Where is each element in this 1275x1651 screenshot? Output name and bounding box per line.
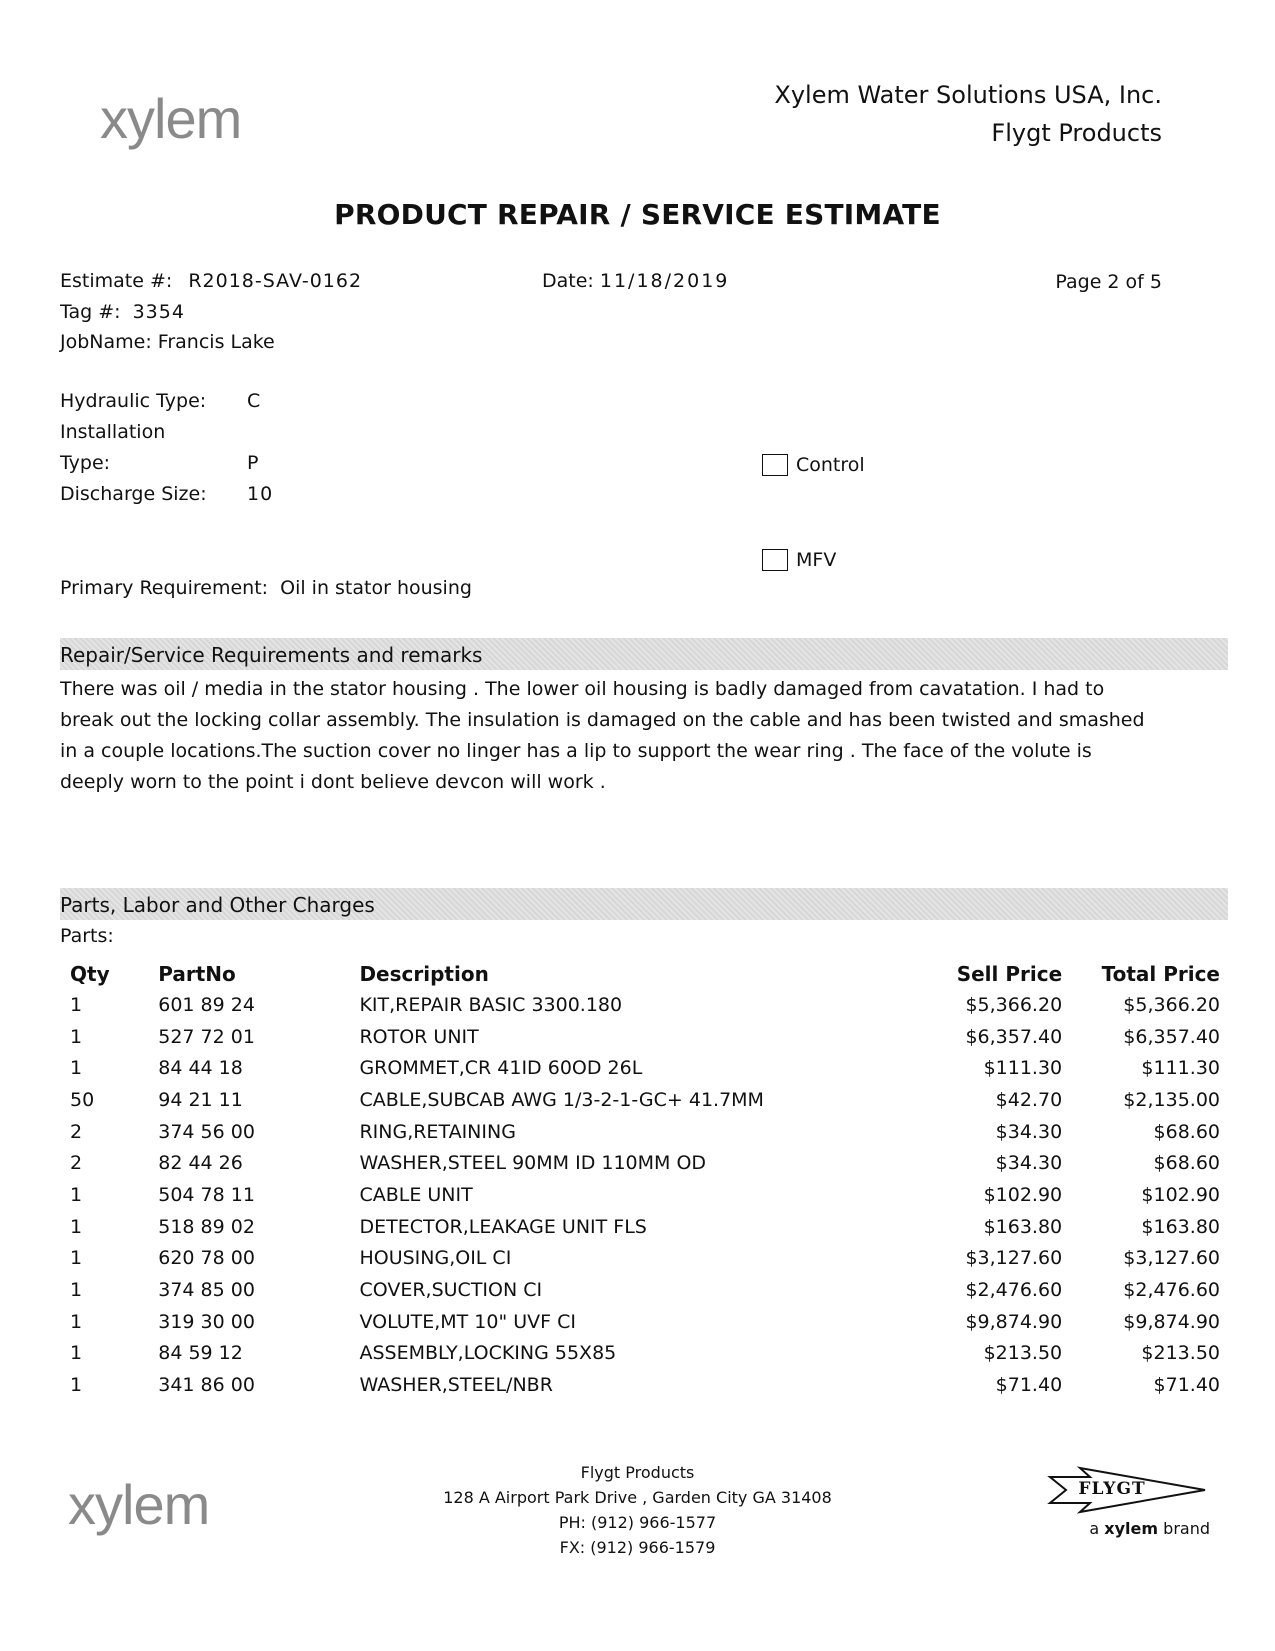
row-description: WASHER,STEEL 90MM ID 110MM OD — [359, 1152, 707, 1175]
col-description: Description — [359, 961, 489, 986]
brand-prefix: a — [1089, 1519, 1100, 1538]
row-description: ROTOR UNIT — [359, 1025, 479, 1048]
row-sell-price: $213.50 — [983, 1342, 1063, 1365]
primary-requirement-label: Primary Requirement: — [60, 577, 269, 599]
row-total-price: $2,476.60 — [1123, 1279, 1220, 1302]
type-label: Type: — [60, 452, 111, 474]
tag-value: 3354 — [132, 301, 185, 323]
row-partno: 527 72 01 — [158, 1025, 255, 1048]
hydraulic-type-label: Hydraulic Type: — [60, 390, 207, 412]
brand-suffix: brand — [1163, 1519, 1210, 1538]
hydraulic-type-value: C — [247, 390, 261, 412]
row-sell-price: $2,476.60 — [965, 1279, 1063, 1302]
jobname-label: JobName: — [60, 331, 152, 353]
table-row — [60, 1211, 1220, 1243]
table-row — [60, 989, 1220, 1021]
tag-row — [60, 301, 185, 323]
row-description: RING,RETAINING — [359, 1120, 516, 1143]
row-sell-price: $6,357.40 — [965, 1025, 1063, 1048]
parts-table-body — [60, 989, 1220, 1401]
parts-table — [60, 958, 1220, 1401]
jobname-value: Francis Lake — [157, 331, 275, 353]
control-label: Control — [796, 454, 865, 476]
row-sell-price: $9,874.90 — [965, 1310, 1063, 1333]
row-qty: 1 — [70, 1279, 83, 1302]
table-row — [60, 1306, 1220, 1338]
row-total-price: $71.40 — [1153, 1374, 1220, 1397]
remarks-line: break out the locking collar assembly. The insulation is damaged on the cable and has been twisted and smashed — [60, 709, 1145, 731]
row-sell-price: $102.90 — [983, 1183, 1063, 1206]
jobname-row — [60, 331, 275, 353]
date-value: 11/18/2019 — [599, 270, 730, 292]
row-qty: 1 — [70, 1342, 83, 1365]
col-partno: PartNo — [158, 961, 236, 986]
flygt-brand-mark — [1040, 1465, 1210, 1545]
row-sell-price: $163.80 — [983, 1215, 1063, 1238]
row-description: COVER,SUCTION CI — [359, 1279, 543, 1302]
row-total-price: $3,127.60 — [1123, 1247, 1220, 1270]
row-qty: 1 — [70, 1183, 83, 1206]
row-description: HOUSING,OIL CI — [359, 1247, 512, 1270]
row-qty: 1 — [70, 1057, 83, 1080]
tag-label: Tag #: — [60, 301, 121, 323]
footer-company: Flygt Products — [580, 1463, 695, 1482]
table-row — [60, 1179, 1220, 1211]
row-partno: 84 44 18 — [158, 1057, 243, 1080]
charges-heading: Parts, Labor and Other Charges — [60, 893, 375, 917]
primary-requirement-row — [60, 577, 472, 599]
row-total-price: $68.60 — [1153, 1120, 1220, 1143]
row-description: DETECTOR,LEAKAGE UNIT FLS — [359, 1215, 647, 1238]
row-total-price: $9,874.90 — [1123, 1310, 1220, 1333]
row-total-price: $213.50 — [1141, 1342, 1220, 1365]
row-qty: 50 — [70, 1088, 95, 1111]
company-division: Flygt Products — [991, 119, 1162, 147]
col-total-price: Total Price — [1101, 961, 1220, 986]
remarks-line: deeply worn to the point i dont believe devcon will work . — [60, 771, 606, 793]
company-block — [774, 76, 1162, 152]
estimate-label: Estimate #: — [60, 270, 173, 292]
row-partno: 94 21 11 — [158, 1088, 243, 1111]
row-partno: 374 56 00 — [158, 1120, 255, 1143]
table-row — [60, 1243, 1220, 1275]
table-row — [60, 1052, 1220, 1084]
row-total-price: $163.80 — [1141, 1215, 1220, 1238]
row-partno: 319 30 00 — [158, 1310, 255, 1333]
company-name: Xylem Water Solutions USA, Inc. — [774, 81, 1162, 109]
table-row — [60, 1274, 1220, 1306]
parts-label: Parts: — [60, 925, 114, 947]
col-sell-price: Sell Price — [956, 961, 1063, 986]
estimate-value: R2018-SAV-0162 — [188, 270, 363, 292]
row-sell-price: $34.30 — [995, 1120, 1063, 1143]
table-row — [60, 1021, 1220, 1053]
row-sell-price: $34.30 — [995, 1152, 1063, 1175]
row-description: KIT,REPAIR BASIC 3300.180 — [359, 993, 623, 1016]
primary-requirement-value: Oil in stator housing — [280, 577, 472, 599]
row-total-price: $68.60 — [1153, 1152, 1220, 1175]
discharge-size-value: 10 — [247, 483, 274, 505]
row-qty: 2 — [70, 1152, 83, 1175]
row-sell-price: $3,127.60 — [965, 1247, 1063, 1270]
row-description: ASSEMBLY,LOCKING 55X85 — [359, 1342, 617, 1365]
footer-logo-text: xylem — [68, 1473, 210, 1536]
remarks-section-header — [60, 638, 1228, 670]
remarks-text — [60, 674, 1210, 798]
footer-phone: PH: (912) 966-1577 — [558, 1513, 717, 1532]
estimate-number-row — [60, 270, 362, 292]
row-description: VOLUTE,MT 10" UVF CI — [359, 1310, 577, 1333]
date-label: Date: — [542, 270, 594, 292]
row-description: WASHER,STEEL/NBR — [359, 1374, 553, 1397]
mfv-label: MFV — [796, 549, 837, 571]
row-partno: 601 89 24 — [158, 993, 255, 1016]
type-value: P — [247, 452, 259, 474]
row-qty: 1 — [70, 1025, 83, 1048]
row-description: CABLE UNIT — [359, 1183, 473, 1206]
table-row — [60, 1369, 1220, 1401]
row-total-price: $111.30 — [1141, 1057, 1220, 1080]
table-row — [60, 1338, 1220, 1370]
page-number: Page 2 of 5 — [1055, 271, 1162, 293]
row-sell-price: $42.70 — [995, 1088, 1063, 1111]
row-total-price: $2,135.00 — [1123, 1088, 1220, 1111]
brand-tagline — [1089, 1519, 1210, 1538]
date-row — [542, 270, 729, 292]
row-qty: 2 — [70, 1120, 83, 1143]
brand-name: xylem — [1104, 1519, 1159, 1538]
footer-fax: FX: (912) 966-1579 — [559, 1538, 716, 1557]
row-partno: 374 85 00 — [158, 1279, 255, 1302]
row-total-price: $5,366.20 — [1123, 993, 1220, 1016]
table-row — [60, 1084, 1220, 1116]
remarks-line: There was oil / media in the stator housing . The lower oil housing is badly damaged from cavatation. I had to — [60, 678, 1105, 700]
control-checkbox[interactable] — [762, 454, 788, 476]
remarks-heading: Repair/Service Requirements and remarks — [60, 643, 483, 667]
table-row — [60, 1116, 1220, 1148]
row-qty: 1 — [70, 1374, 83, 1397]
row-qty: 1 — [70, 993, 83, 1016]
footer-address: 128 A Airport Park Drive , Garden City GA 31408 — [443, 1488, 832, 1507]
row-sell-price: $71.40 — [995, 1374, 1063, 1397]
xylem-logo — [100, 86, 241, 151]
remarks-line: in a couple locations.The suction cover no linger has a lip to support the wear ring . The face of the volute is — [60, 740, 1092, 762]
xylem-logo-text: xylem — [100, 87, 242, 150]
row-description: CABLE,SUBCAB AWG 1/3-2-1-GC+ 41.7MM — [359, 1088, 764, 1111]
row-partno: 82 44 26 — [158, 1152, 243, 1175]
row-total-price: $102.90 — [1141, 1183, 1220, 1206]
row-description: GROMMET,CR 41ID 60OD 26L — [359, 1057, 643, 1080]
installation-label: Installation — [60, 421, 166, 443]
table-row — [60, 1147, 1220, 1179]
col-qty: Qty — [70, 961, 110, 986]
charges-section-header — [60, 888, 1228, 920]
discharge-size-label: Discharge Size: — [60, 483, 207, 505]
row-partno: 341 86 00 — [158, 1374, 255, 1397]
mfv-checkbox[interactable] — [762, 549, 788, 571]
row-sell-price: $111.30 — [983, 1057, 1063, 1080]
row-total-price: $6,357.40 — [1123, 1025, 1220, 1048]
row-partno: 84 59 12 — [158, 1342, 243, 1365]
page-title: PRODUCT REPAIR / SERVICE ESTIMATE — [334, 198, 941, 231]
parts-table-header — [60, 958, 1220, 989]
row-qty: 1 — [70, 1215, 83, 1238]
row-partno: 620 78 00 — [158, 1247, 255, 1270]
row-sell-price: $5,366.20 — [965, 993, 1063, 1016]
row-partno: 504 78 11 — [158, 1183, 255, 1206]
row-partno: 518 89 02 — [158, 1215, 255, 1238]
row-qty: 1 — [70, 1247, 83, 1270]
row-qty: 1 — [70, 1310, 83, 1333]
flygt-wordmark: FLYGT — [1078, 1479, 1146, 1499]
